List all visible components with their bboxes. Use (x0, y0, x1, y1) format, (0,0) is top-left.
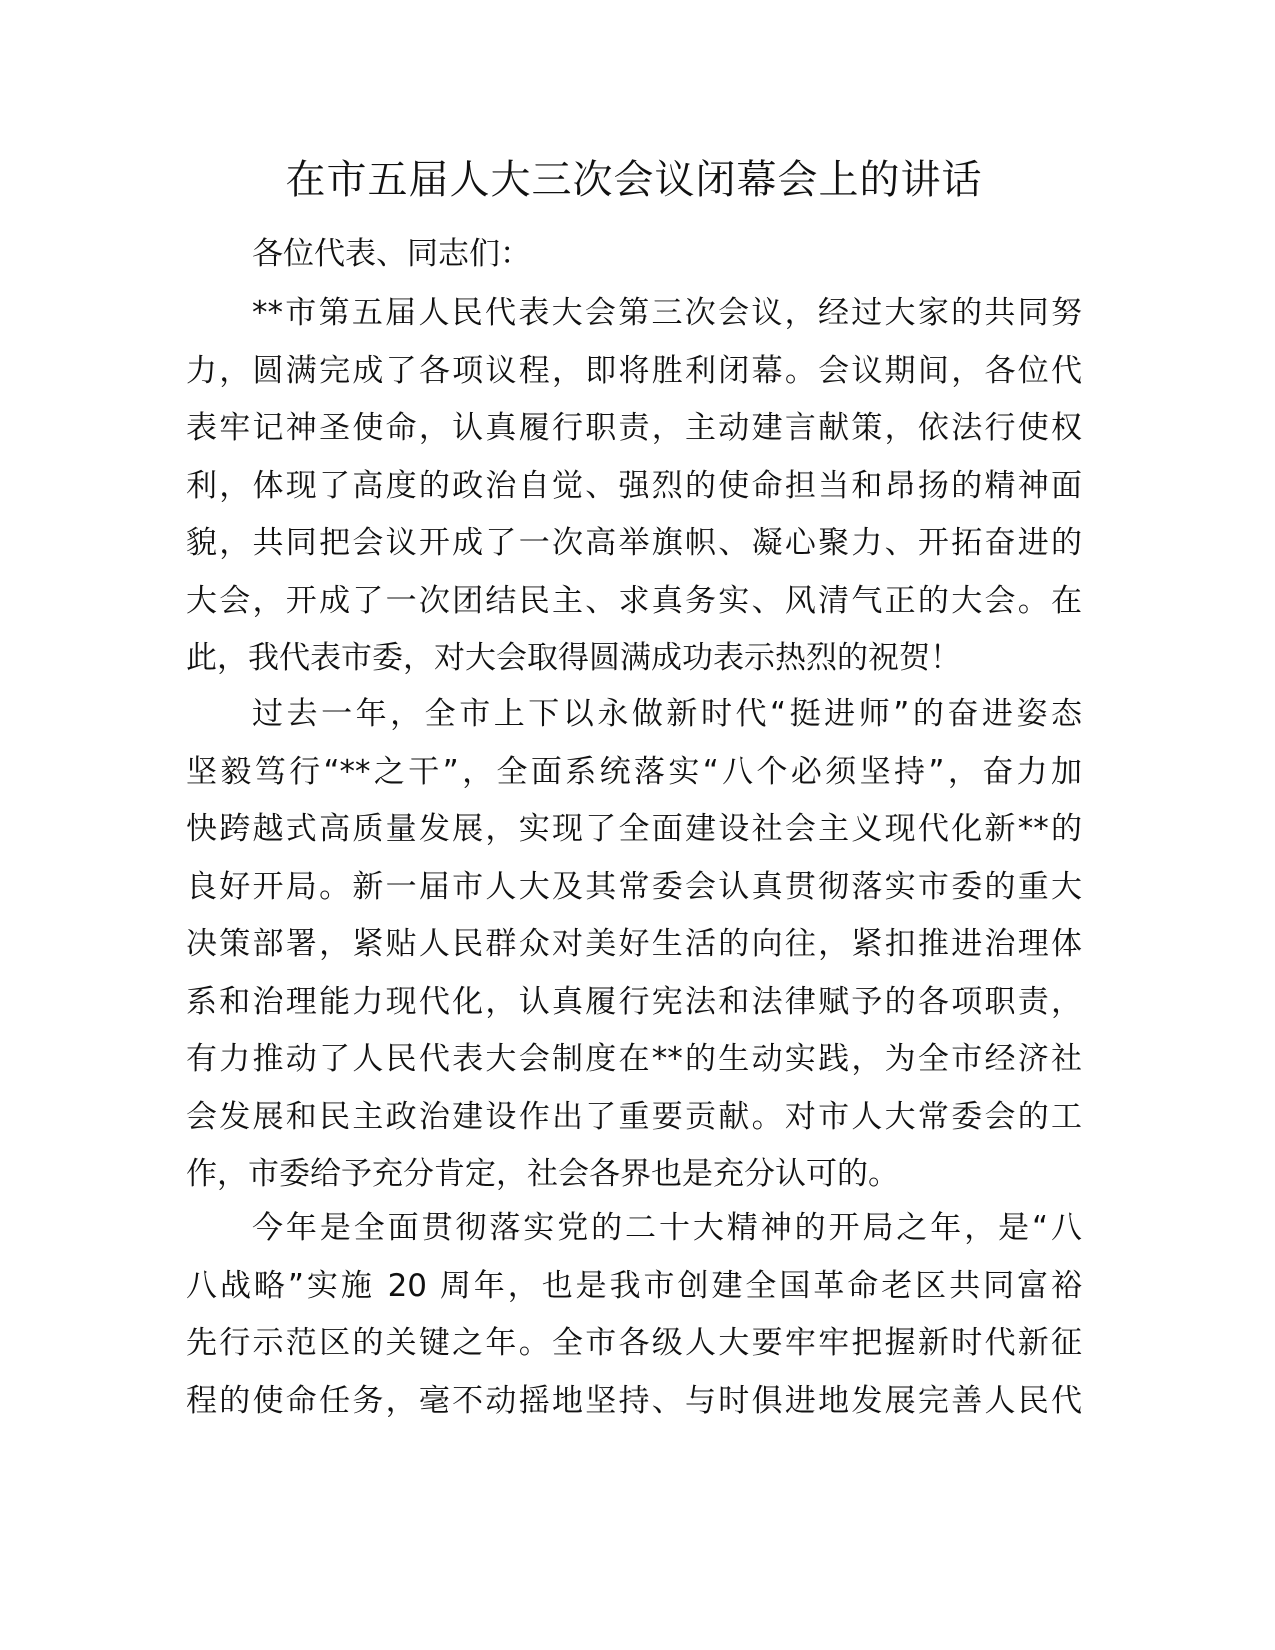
paragraph-1 (186, 285, 1082, 688)
paragraph-line: 作，市委给予充分肯定，社会各界也是充分认可的。 (186, 1156, 899, 1192)
document-title: 在市五届人大三次会议闭幕会上的讲话 (285, 157, 983, 203)
paragraph-line: 此，我代表市委，对大会取得圆满成功表示热烈的祝贺！ (186, 640, 961, 676)
paragraph-line: 力，圆满完成了各项议程，即将胜利闭幕。会议期间，各位代 (186, 352, 1082, 389)
salutation: 各位代表、同志们： (252, 236, 531, 272)
paragraph-line: 貌，共同把会议开成了一次高举旗帜、凝心聚力、开拓奋进的 (186, 525, 1082, 561)
paragraph-line: 系和治理能力现代化，认真履行宪法和法律赋予的各项职责， (186, 983, 1082, 1020)
paragraph-line: 良好开局。新一届市人大及其常委会认真贯彻落实市委的重大 (186, 868, 1082, 905)
paragraph-line: 八战略”实施 20 周年，也是我市创建全国革命老区共同富裕 (186, 1267, 1082, 1304)
paragraph-line: 有力推动了人民代表大会制度在**的生动实践，为全市经济社 (186, 1041, 1082, 1077)
paragraph-line: **市第五届人民代表大会第三次会议，经过大家的共同努 (252, 295, 1082, 331)
paragraph-line: 过去一年，全市上下以永做新时代“挺进师”的奋进姿态 (252, 696, 1082, 732)
paragraph-line: 会发展和民主政治建设作出了重要贡献。对市人大常委会的工 (186, 1098, 1082, 1135)
paragraph-line: 决策部署，紧贴人民群众对美好生活的向往，紧扣推进治理体 (186, 926, 1082, 962)
paragraph-line: 利，体现了高度的政治自觉、强烈的使命担当和昂扬的精神面 (186, 467, 1082, 504)
paragraph-3 (186, 1200, 1082, 1430)
paragraph-line: 大会，开成了一次团结民主、求真务实、风清气正的大会。在 (186, 582, 1082, 619)
paragraph-2 (186, 686, 1082, 1204)
paragraph-line: 表牢记神圣使命，认真履行职责，主动建言献策，依法行使权 (186, 410, 1082, 446)
paragraph-line: 快跨越式高质量发展，实现了全面建设社会主义现代化新**的 (186, 811, 1082, 847)
paragraph-line: 先行示范区的关键之年。全市各级人大要牢牢把握新时代新征 (186, 1325, 1082, 1361)
paragraph-line: 程的使命任务，毫不动摇地坚持、与时俱进地发展完善人民代 (186, 1382, 1082, 1419)
paragraph-line: 今年是全面贯彻落实党的二十大精神的开局之年，是“八 (252, 1210, 1082, 1246)
paragraph-line: 坚毅笃行“**之干”，全面系统落实“八个必须坚持”，奋力加 (186, 753, 1082, 790)
